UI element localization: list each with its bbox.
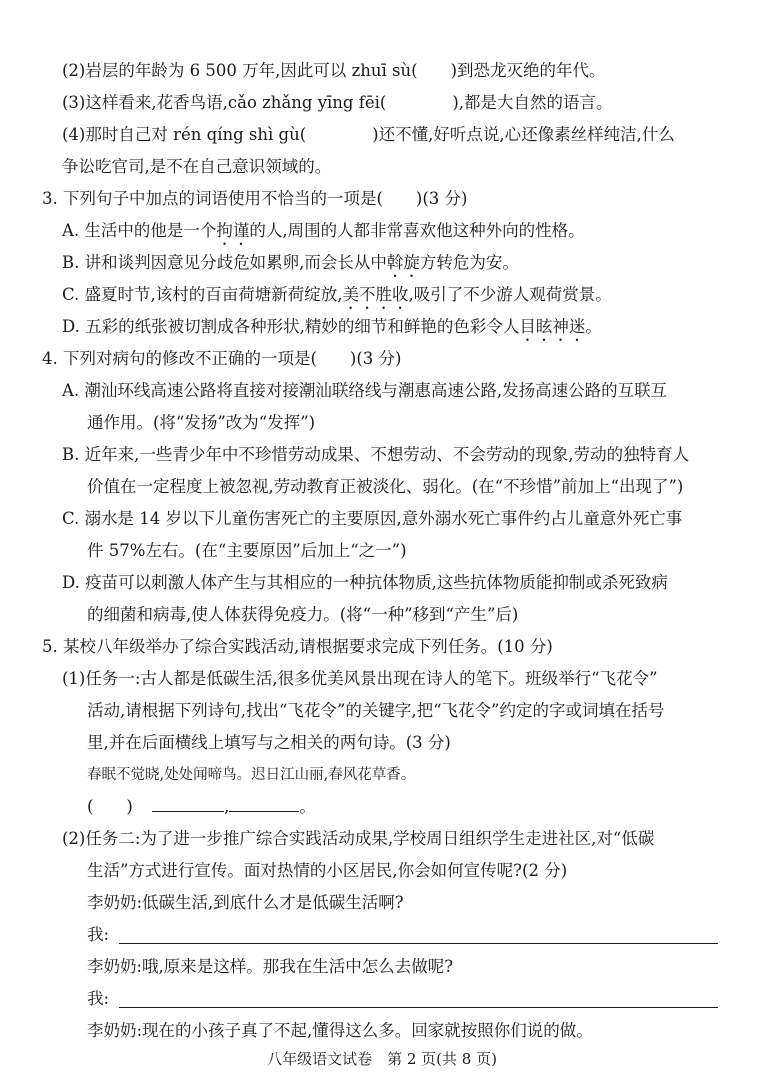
dialogue-grandma-3: 李奶奶:现在的小孩子真了不起,懂得这么多。回家就按照你们说的做。 bbox=[87, 1021, 593, 1040]
page-footer: 八年级语文试卷 第 2 页(共 8 页) bbox=[267, 1050, 497, 1068]
q5-task1-answer-row bbox=[87, 795, 316, 819]
q3-d-text-end: 。 bbox=[585, 317, 602, 336]
q5-poem: 春眠不觉晓,处处闻啼鸟。迟日江山丽,春风花草香。 bbox=[87, 767, 416, 783]
q3-option-a bbox=[62, 219, 585, 249]
q2-item-3: (3)这样看来,花香鸟语,cǎo zhǎng yīng fēi( ),都是大自然的语言。 bbox=[62, 93, 613, 112]
comma: , bbox=[224, 797, 230, 816]
q3-b-text: B. 讲和谈判因意见分歧危如累卵,而会长从中 bbox=[62, 253, 387, 272]
dialogue-grandma-2: 李奶奶:哦,原来是这样。那我在生活中怎么去做呢? bbox=[87, 957, 454, 976]
q4-option-c-line1: C. 溺水是 14 岁以下儿童伤害死亡的主要原因,意外溺水死亡事件约占儿童意外死亡事 bbox=[62, 509, 683, 528]
q4-stem: 4. 下列对病句的修改不正确的一项是( )(3 分) bbox=[42, 349, 402, 368]
q3-c-text-end: ,吸引了不少游人观荷赏景。 bbox=[408, 285, 612, 304]
period: 。 bbox=[299, 797, 316, 816]
q3-option-c bbox=[62, 283, 612, 313]
answer-line-1[interactable] bbox=[119, 943, 718, 944]
q3-stem: 3. 下列句子中加点的词语使用不恰当的一项是( )(3 分) bbox=[42, 189, 468, 208]
q3-b-dotted-word: 斡旋 bbox=[386, 253, 420, 272]
q4-option-a-line2: 通作用。(将“发扬”改为“发挥”) bbox=[87, 413, 316, 432]
q4-option-b-line1: B. 近年来,一些青少年中不珍惜劳动成果、不想劳动、不会劳动的现象,劳动的独特育人 bbox=[62, 445, 690, 464]
q5-task1-line3: 里,并在后面横线上填写与之相关的两句诗。(3 分) bbox=[87, 733, 451, 752]
q5-task2-line1: (2)任务二:为了进一步推广综合实践活动成果,学校周日组织学生走进社区,对“低碳 bbox=[62, 829, 655, 848]
q2-item-4-line1: (4)那时自己对 rén qíng shì gù( )还不懂,好听点说,心还像素丝样纯洁,什么 bbox=[62, 125, 675, 144]
q4-option-d-line2: 的细菌和病毒,使人体获得免疫力。(将“一种”移到“产生”后) bbox=[87, 605, 519, 624]
q4-option-a-line1: A. 潮汕环线高速公路将直接对接潮汕联络线与潮惠高速公路,发扬高速公路的互联互 bbox=[62, 381, 668, 400]
q2-item-4-line2: 争讼吃官司,是不在自己意识领域的。 bbox=[62, 157, 332, 176]
q3-option-b bbox=[62, 251, 519, 281]
q4-option-b-line2: 价值在一定程度上被忽视,劳动教育正被淡化、弱化。(在“不珍惜”前加上“出现了”) bbox=[87, 477, 684, 496]
dialogue-me-1-label: 我: bbox=[87, 925, 110, 944]
q3-option-d bbox=[62, 315, 602, 345]
q3-a-text: A. 生活中的他是一个 bbox=[62, 221, 217, 240]
poem-line2-blank[interactable] bbox=[229, 795, 299, 812]
q5-task2-line2: 生活”方式进行宣传。面对热情的小区居民,你会如何宣传呢?(2 分) bbox=[87, 861, 568, 880]
q3-a-dotted-word: 拘谨 bbox=[216, 221, 250, 240]
q3-c-text: C. 盛夏时节,该村的百亩荷塘新荷绽放, bbox=[62, 285, 343, 304]
q4-option-c-line2: 件 57%左右。(在“主要原因”后加上“之一”) bbox=[87, 541, 407, 560]
dialogue-grandma-1: 李奶奶:低碳生活,到底什么才是低碳生活啊? bbox=[87, 893, 404, 912]
q5-task1-line1: (1)任务一:古人都是低碳生活,很多优美风景出现在诗人的笔下。班级举行“飞花令” bbox=[62, 669, 658, 688]
q4-option-d-line1: D. 疫苗可以刺激人体产生与其相应的一种抗体物质,这些抗体物质能抑制或杀死致病 bbox=[62, 573, 668, 592]
q3-a-text-end: 的人,周围的人都非常喜欢他这种外向的性格。 bbox=[249, 221, 585, 240]
q3-c-dotted-word: 美不胜收 bbox=[342, 285, 409, 304]
q5-task1-line2: 活动,请根据下列诗句,找出“飞花令”的关键字,把“飞花令”约定的字或词填在括号 bbox=[87, 701, 665, 720]
poem-line1-blank[interactable] bbox=[152, 795, 224, 812]
dialogue-me-2-label: 我: bbox=[87, 989, 110, 1008]
q3-b-text-end: 方转危为安。 bbox=[419, 253, 519, 272]
q3-d-text: D. 五彩的纸张被切割成各种形状,精妙的细节和鲜艳的色彩令人 bbox=[62, 317, 520, 336]
answer-line-2[interactable] bbox=[119, 1007, 718, 1008]
q3-d-dotted-word: 目眩神迷 bbox=[519, 317, 586, 336]
keyword-answer-paren[interactable]: ( ) bbox=[87, 797, 133, 816]
q2-item-2: (2)岩层的年龄为 6 500 万年,因此可以 zhuī sù( )到恐龙灭绝的年代。 bbox=[62, 61, 606, 80]
q5-stem: 5. 某校八年级举办了综合实践活动,请根据要求完成下列任务。(10 分) bbox=[42, 637, 553, 656]
